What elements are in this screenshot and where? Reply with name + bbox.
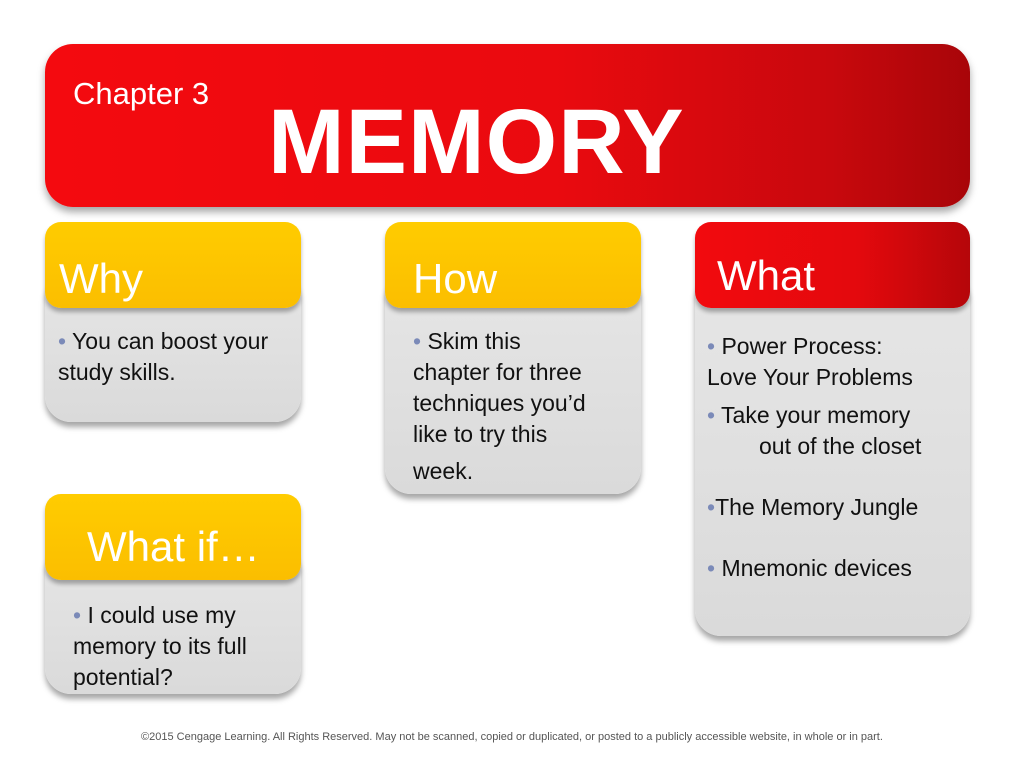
copyright-footer: ©2015 Cengage Learning. All Rights Reserved. May not be scanned, copied or duplicated, or posted to a publicly accessible website, in whole or in part. (141, 731, 883, 743)
list-item: • Mnemonic devices (707, 555, 912, 581)
list-item: • Skim this (413, 328, 521, 354)
card-what-bullets: • Power Process: Love Your Problems • Take your memory out of the closet •The Memory Jungle • Mnemonic devices (707, 331, 967, 584)
bullet-dot: • (707, 555, 716, 581)
card-how-title: How (413, 255, 498, 302)
card-what (695, 222, 970, 636)
card-what-title: What (717, 252, 816, 299)
bullet-dot: • (73, 602, 82, 628)
card-why-bullets (58, 326, 298, 388)
card-how-bullets: • Skim this chapter for three techniques you’d like to try this week. (413, 326, 633, 487)
card-why (45, 222, 301, 422)
card-what-if-title: What if… (87, 523, 260, 570)
bullet-dot: • (707, 494, 716, 520)
bullet-dot: • (58, 328, 67, 354)
list-item: • I could use my (73, 602, 236, 628)
card-why-title: Why (59, 255, 143, 302)
card-what-if-bullets: • I could use my memory to its full potential? (73, 600, 293, 693)
card-what-if (45, 494, 301, 694)
slide-title: MEMORY (268, 91, 685, 193)
list-item: • You can boost your study skills. (58, 328, 269, 385)
card-how (385, 222, 641, 494)
bullet-dot: • (707, 333, 716, 359)
chapter-label: Chapter 3 (73, 76, 210, 111)
bullet-dot: • (413, 328, 422, 354)
bullet-dot: • (707, 402, 716, 428)
list-item: • Power Process: (707, 333, 883, 359)
list-item: • Take your memory (707, 402, 911, 428)
list-item: •The Memory Jungle (707, 494, 919, 520)
